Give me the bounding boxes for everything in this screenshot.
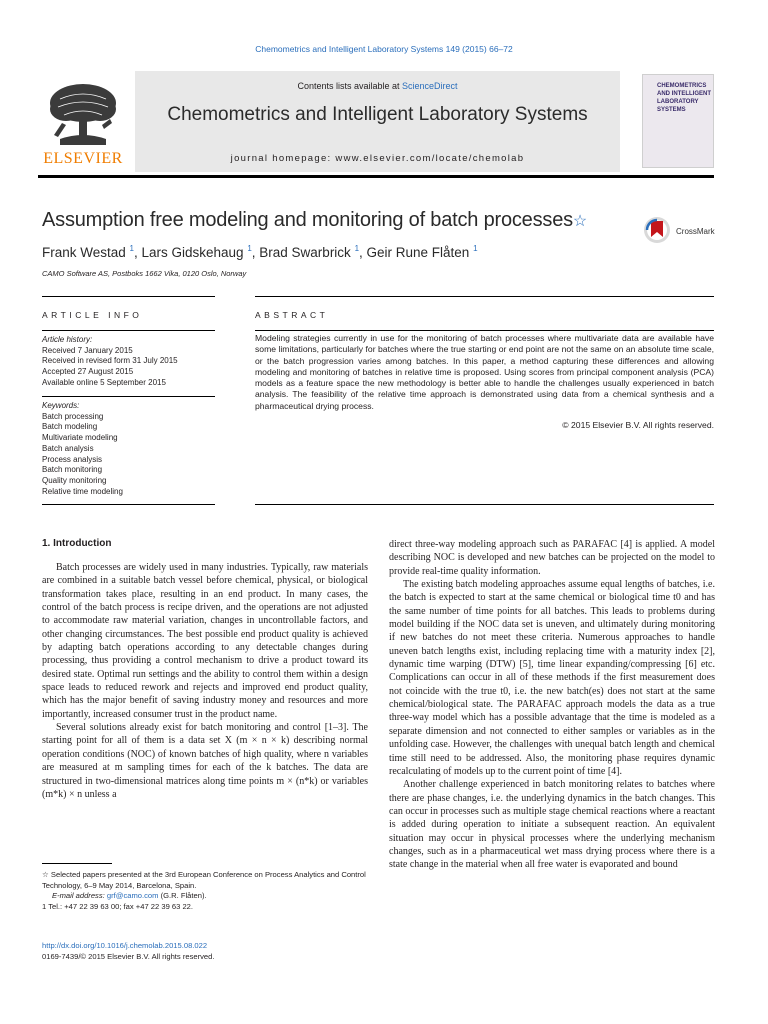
article-title-text: Assumption free modeling and monitoring of batch processes bbox=[42, 209, 573, 231]
paragraph: Several solutions already exist for batch monitoring and control [1–3]. The starting point for all of them is a data set X (m × n × k) describing normal operation conditions (NOC) of known batches of high quality, where n variables are measured at m sampling times for each of the k batches. The data are structured in two-dimensional matrices along time points m × (n*k) or variables (m*k) × n unless a bbox=[42, 722, 368, 800]
crossmark-badge[interactable] bbox=[643, 215, 733, 245]
cover-line: SYSTEMS bbox=[657, 107, 686, 113]
footnote-tel: 1 Tel.: +47 22 39 63 00; fax +47 22 39 63 22. bbox=[42, 901, 194, 911]
affiliation: CAMO Software AS, Postboks 1662 Vika, 0120 Oslo, Norway bbox=[42, 269, 247, 278]
footnote-email bbox=[42, 891, 368, 902]
footnote-star: ☆ Selected papers presented at the 3rd European Conference on Process Analytics and Control Technology, 6–9 May 2014, Barcelona, Spain. bbox=[42, 870, 366, 890]
email-link[interactable]: grf@camo.com bbox=[106, 891, 159, 900]
paragraph: The existing batch modeling approaches assume equal lengths of batches, i.e. the batch is expected to start at the same chemical or biological time t0 and has the same number of time points for all batches. This leads to problems during model building if the NOC data set is uneven, and ultimately during monitoring if new batches do not meet these criteria. Numerous approaches to handle uneven batch lengths exist, including replacing time with a maturity index [2], dynamic time warping (DTW) [5], time linear expanding/compressing [6] etc. Complications can occur in all of these methods if the first measurement does not coincide with the true t0, i.e. the new batch(es) does not start at the same chemical/biological state. The PARAFAC approach models the data as a true three-way model which has a possible advantage that the time is modeled as a separate dimension and not connected to either samples or variables as in the unfolding case. However, the challenges with unequal batch length and chemical time still need to be addressed. Also, the monitoring phase requires dynamic recalculating of models up to the current point of time [4]. bbox=[389, 579, 715, 777]
article-info-top-rule bbox=[42, 296, 215, 297]
paragraph: Another challenge experienced in batch monitoring relates to batches where there are phase changes, i.e. the underlying dynamics in the batch changes. This can occur in processes such as multiple stage chemical reactions where a reactant is added during operation to initiate a subsequent reaction. An equivalent situation may occur in physical processes where the underlying mechanism changes, such as in a pharmaceutical wet mass drying process where there is a state change in the material when all free water is evaporated and bound bbox=[389, 779, 715, 871]
journal-homepage[interactable]: journal homepage: www.elsevier.com/locate/chemolab bbox=[230, 153, 525, 164]
body-column-right bbox=[389, 538, 715, 872]
keyword: Batch analysis bbox=[42, 443, 94, 453]
title-footnote-star-icon[interactable]: ☆ bbox=[572, 213, 588, 230]
keywords-rule bbox=[42, 396, 215, 397]
author-name: , Lars Gidskehaug bbox=[134, 245, 248, 260]
article-info-bottom-rule bbox=[42, 504, 215, 505]
email-suffix: (G.R. Flåten). bbox=[158, 891, 207, 900]
abstract-rule bbox=[255, 330, 714, 331]
email-label: E-mail address: bbox=[52, 891, 107, 900]
history-item: Available online 5 September 2015 bbox=[42, 377, 166, 387]
body-column-left bbox=[42, 561, 368, 801]
keywords-label: Keywords: bbox=[42, 401, 80, 410]
section-heading-introduction: 1. Introduction bbox=[42, 538, 112, 549]
keyword: Batch processing bbox=[42, 411, 104, 421]
author-affiliation-mark[interactable]: 1 bbox=[473, 244, 478, 253]
keyword: Batch modeling bbox=[42, 422, 98, 432]
abstract-copyright: © 2015 Elsevier B.V. All rights reserved. bbox=[562, 420, 714, 430]
contents-prefix: Contents lists available at bbox=[297, 81, 403, 91]
author-name: , Geir Rune Flåten bbox=[359, 245, 474, 260]
abstract-top-rule bbox=[255, 296, 714, 297]
cover-line: LABORATORY bbox=[657, 99, 699, 105]
issn-line: 0169-7439/© 2015 Elsevier B.V. All rights reserved. bbox=[42, 952, 215, 961]
keyword: Quality monitoring bbox=[42, 475, 107, 485]
doi-link[interactable]: http://dx.doi.org/10.1016/j.chemolab.2015.08.022 bbox=[42, 941, 208, 950]
history-label: Article history: bbox=[42, 335, 93, 344]
author-name: , Brad Swarbrick bbox=[251, 245, 355, 260]
doi-block bbox=[42, 940, 214, 962]
journal-citation[interactable]: Chemometrics and Intelligent Laboratory Systems 149 (2015) 66–72 bbox=[255, 44, 513, 54]
abstract-bottom-rule bbox=[255, 504, 714, 505]
contents-line bbox=[135, 81, 620, 91]
abstract-heading: ABSTRACT bbox=[255, 310, 329, 320]
author-affiliation-mark[interactable]: 1 bbox=[129, 244, 134, 253]
paragraph: Batch processes are widely used in many industries. Typically, raw materials are combined in a suitable batch vessel before chemical, physical, or biological transformation takes place, resulting in an end product. In many cases, the control of the batch process is recipe driven, and the operations are not adjusted to accommodate raw material variation, changes in uncontrollable factors, and other changing circumstances. The best possible end product quality is achieved by adapting batch operations according to any detectable changes during processing, thus providing a control mechanism to drive a product toward its desired state. Optimal run settings and the ability to control them within a design space leads to reduced rework and rejects and improved end product quality, which has the major benefit of saving industry money and resources and more importantly, increased consumer trust in the product name. bbox=[42, 562, 368, 720]
keyword: Multivariate modeling bbox=[42, 433, 118, 443]
history-item: Received in revised form 31 July 2015 bbox=[42, 356, 178, 366]
journal-title: Chemometrics and Intelligent Laboratory Systems bbox=[167, 104, 588, 125]
elsevier-wordmark: ELSEVIER bbox=[43, 150, 123, 167]
footnote-rule bbox=[42, 863, 112, 864]
article-info-heading: ARTICLE INFO bbox=[42, 310, 143, 320]
author-name: Frank Westad bbox=[42, 245, 130, 260]
author-affiliation-mark[interactable]: 1 bbox=[247, 244, 252, 253]
author-list bbox=[42, 244, 478, 260]
author-affiliation-mark[interactable]: 1 bbox=[354, 244, 360, 253]
header-divider bbox=[38, 175, 714, 178]
article-title bbox=[42, 209, 587, 232]
article-info-rule bbox=[42, 330, 215, 331]
paragraph: direct three-way modeling approach such as PARAFAC [4] is applied. A model describing NOC is developed and new batches can be projected on the model to provide real-time quality information. bbox=[389, 539, 715, 577]
history-item: Accepted 27 August 2015 bbox=[42, 367, 134, 377]
keyword: Relative time modeling bbox=[42, 486, 123, 496]
history-item: Received 7 January 2015 bbox=[42, 345, 133, 355]
cover-line: AND INTELLIGENT bbox=[657, 91, 711, 97]
sciencedirect-link[interactable]: ScienceDirect bbox=[402, 81, 458, 91]
keyword: Process analysis bbox=[42, 454, 103, 464]
footnotes bbox=[42, 870, 368, 912]
cover-line: CHEMOMETRICS bbox=[657, 83, 707, 89]
keyword: Batch monitoring bbox=[42, 465, 103, 475]
keywords bbox=[42, 401, 222, 497]
article-history bbox=[42, 335, 222, 389]
crossmark-label: CrossMark bbox=[676, 227, 715, 236]
abstract-text: Modeling strategies currently in use for the monitoring of batch processes where multivariate data are available have some limitations, particularly for batches where the true starting or end point are not the same on an absolute time scale, or the batch progression varies among batches. In this paper, a method capturing these differences and allowing modeling and monitoring of batches in relative time is proposed. Using scores from principal component analysis (PCA) models as a feature space the new methodology is better able to handle the challenges usually experienced in batch analysis. The feasibility of the relative time approach is demonstrated using data from a chemical synthesis and a pharmaceutical drying process. bbox=[255, 333, 714, 411]
cover-title bbox=[657, 82, 711, 114]
